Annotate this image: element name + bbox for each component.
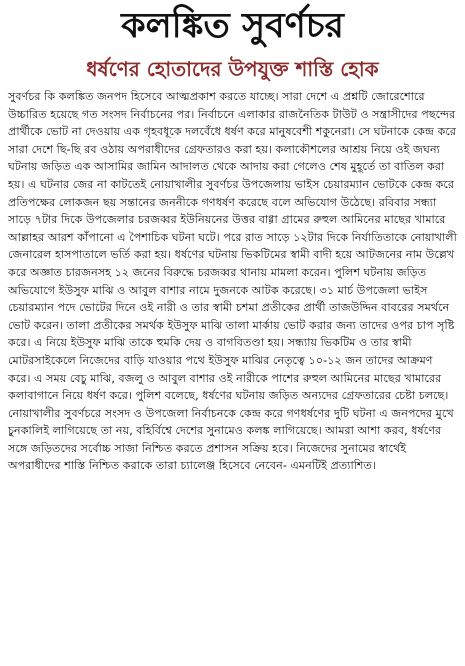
article-body: সুবর্ণচর কি কলঙ্কিত জনপদ হিসেবে আত্মপ্রকাশ করতে যাচ্ছে। সারা দেশে এ প্রশ্নটি জোরেশোরে উচ্চারিত হয়েছে গত সংসদ নির্বাচনের পর। নির্বাচনে এলাকার রাজনৈতিক টাউট ও সন্ত্রাসীদের পছন্দের প্রার্থীকে ভোট না দেওয়ায় এক গৃহবধূকে দলবেঁধে ধর্ষণ করে মানুষবেশী শকুনেরা। সে ঘটনাকে কেন্দ্র করে সারা দেশে ছি-ছি রব ওঠায় অপরাধীদের গ্রেফতারও করা হয়। কলাকৌশলের আশ্রয় নিয়ে ওই জঘন্য ঘটনায় জড়িত এক আসামির জামিন আদালত থেকে আদায় করা গেলেও শেষ মুহূর্তে তা বাতিল করা হয়। এ ঘটনার জের না কাটতেই নোয়াখালীর সুবর্ণচর উপজেলায় ভাইস চেয়ারম্যান ভোটকে কেন্দ্র করে প্রতিপক্ষের লোকজন ছয় সন্তানের জননীকে গণধর্ষণ করেছে বলে অভিযোগ উঠেছে। রবিবার সন্ধ্যা সাড়ে ৭টার দিকে উপজেলার চরজব্বর ইউনিয়নের উত্তর বাগ্গা গ্রামের রুহুল আমিনের মাছের খামারে আল্লাহর আরশ কাঁপানো এ পৈশাচিক ঘটনা ঘটে। পরে রাত সাড়ে ১২টার দিকে নির্যাতিতাকে নোয়াখালী জেনারেল হাসপাতালে ভর্তি করা হয়। ধর্ষণের ঘটনায় ভিকটিমের স্বামী বাদী হয়ে আটজনের নাম উল্লেখ করে অজ্ঞাত চারজনসহ ১২ জনের বিরুদ্ধে চরজব্বর থানায় মামলা করেন। পুলিশ ঘটনায় জড়িত অভিযোগে ইউসুফ মাঝি ও আবুল বাশার নামে দুজনকে আটক করেছে। ৩১ মার্চ উপজেলা ভাইস চেয়ারম্যান পদে ভোটের দিনে ওই নারী ও তার স্বামী চশমা প্রতীকের প্রার্থী তাজউদ্দিন বাবরের সমর্থনে ভোট করেন। তালা প্রতীকের সমর্থক ইউসুফ মাঝি তালা মার্কায় ভোট করার জন্য তাদের ওপর চাপ সৃষ্টি করে। এ নিয়ে ইউসুফ মাঝি তাকে হুমকি দেয় ও বাগবিতণ্ডা হয়। সন্ধ্যায় ভিকটিম ও তার স্বামী মোটরসাইকেলে নিজেদের বাড়ি যাওয়ার পথে ইউসুফ মাঝির নেতৃত্বে ১০-১২ জন তাদের আক্রমণ করে। এ সময় বেচু মাঝি, বজলু ও আবুল বাশার ওই নারীকে পাশের রুহুল আমিনের মাছের খামারের কলাবাগানে নিয়ে ধর্ষণ করে। পুলিশ বলেছে, ধর্ষণের ঘটনায় জড়িত অন্যদের গ্রেফতারের চেষ্টা চলছে। নোয়াখালীর সুবর্ণচরে সংসদ ও উপজেলা নির্বাচনকে কেন্দ্র করে গণধর্ষণের দুটি ঘটনা এ জনপদের মুখে চুনকালিই লাগিয়েছে তা নয়, বহির্বিশ্বে দেশের সুনামেও কলঙ্ক লাগিয়েছে। আমরা আশা করব, ধর্ষণের সঙ্গে জড়িতদের সর্বোচ্চ সাজা নিশ্চিত করতে প্রশাসন সক্রিয় হবে। নিজেদের সুনামের স্বার্থেই অপরাধীদের শাস্তি নিশ্চিত করাকে তারা চ্যালেঞ্জ হিসেবে নেবেন- এমনটিই প্রত্যাশিত। bbox=[8, 90, 457, 473]
headline: কলঙ্কিত সুবর্ণচর bbox=[121, 6, 344, 46]
subheadline: ধর্ষণের হোতাদের উপযুক্ত শাস্তি হোক bbox=[86, 57, 379, 81]
